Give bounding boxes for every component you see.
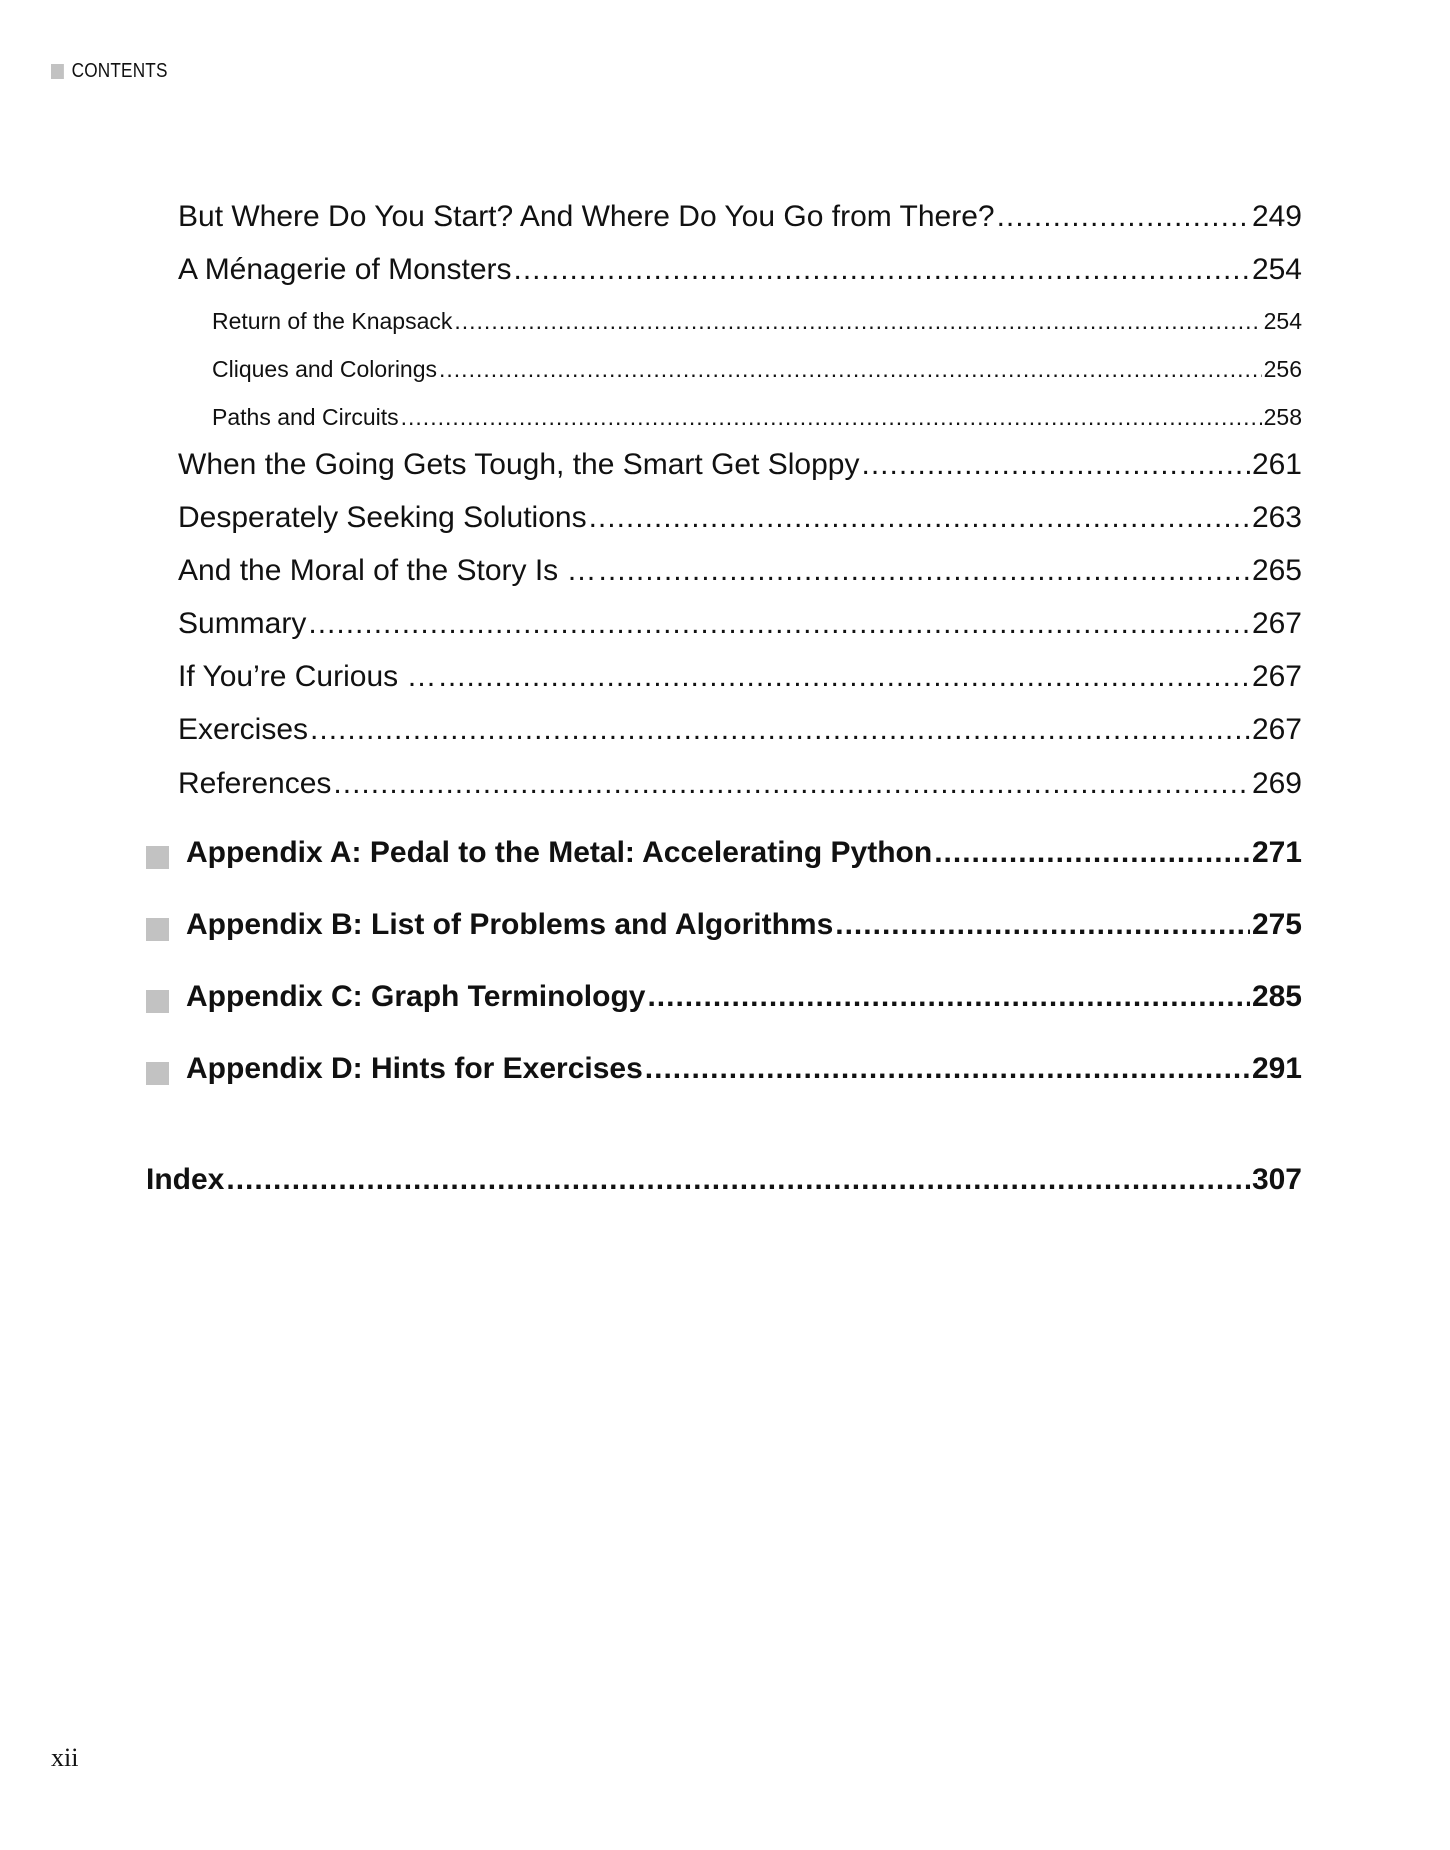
- dot-leader: [308, 607, 1250, 641]
- toc-entry[interactable]: [178, 607, 1302, 647]
- toc-entry-page: 267: [1251, 713, 1302, 746]
- toc-entry-page: 271: [1251, 836, 1302, 869]
- toc-entry-title: A Ménagerie of Monsters: [178, 253, 512, 286]
- toc-entry-page: 265: [1251, 554, 1302, 587]
- toc-entry-page: 263: [1251, 501, 1302, 534]
- toc-entry-title: Appendix D: Hints for Exercises: [186, 1052, 643, 1085]
- dot-leader: [862, 448, 1250, 482]
- dot-leader: [226, 1163, 1250, 1197]
- toc-appendix-entry[interactable]: [146, 836, 1302, 878]
- toc-entry-title: Appendix B: List of Problems and Algorithms: [186, 908, 834, 941]
- appendix-square-icon: [146, 1062, 169, 1085]
- toc-entry-page: 249: [1251, 200, 1302, 233]
- toc-entry-page: 307: [1251, 1163, 1302, 1196]
- dot-leader: [589, 501, 1250, 535]
- toc-entry-page: 291: [1251, 1052, 1302, 1085]
- toc-entry-page: 258: [1263, 404, 1302, 430]
- toc-subentry[interactable]: [212, 356, 1302, 388]
- toc-entry[interactable]: [178, 253, 1302, 293]
- dot-leader: [647, 980, 1249, 1014]
- toc-entry-page: 254: [1251, 253, 1302, 286]
- toc-entry-page: 269: [1251, 767, 1302, 800]
- toc-entry-title: And the Moral of the Story Is …: [178, 554, 597, 587]
- toc-entry[interactable]: [178, 448, 1302, 488]
- toc-entry-title: Return of the Knapsack: [212, 308, 453, 334]
- toc-entry-title: Desperately Seeking Solutions: [178, 501, 587, 534]
- toc-entry-page: 267: [1251, 607, 1302, 640]
- toc-entry-title: But Where Do You Start? And Where Do You Go from There?: [178, 200, 995, 233]
- dot-leader: [997, 200, 1250, 234]
- toc-entry[interactable]: [178, 660, 1302, 700]
- dot-leader: [439, 356, 1262, 383]
- toc-subentry[interactable]: [212, 404, 1302, 436]
- dot-leader: [934, 836, 1250, 870]
- dot-leader: [310, 713, 1250, 747]
- toc-entry[interactable]: [178, 200, 1302, 240]
- toc-entry[interactable]: [178, 713, 1302, 753]
- toc-entry-page: 254: [1263, 308, 1302, 334]
- toc-entry-title: References: [178, 767, 332, 800]
- toc-subentry[interactable]: [212, 308, 1302, 340]
- dot-leader: [514, 253, 1250, 287]
- toc-entry-page: 267: [1251, 660, 1302, 693]
- toc-entry-title: When the Going Gets Tough, the Smart Get Sloppy: [178, 448, 860, 481]
- toc-entry-title: Cliques and Colorings: [212, 356, 438, 382]
- dot-leader: [333, 767, 1250, 801]
- toc-entry-title: If You’re Curious …: [178, 660, 437, 693]
- appendix-square-icon: [146, 990, 169, 1013]
- toc-entry-page: 275: [1251, 908, 1302, 941]
- toc-entry-title: Paths and Circuits: [212, 404, 399, 430]
- page-number: xii: [51, 1743, 79, 1772]
- toc-appendix-entry[interactable]: [146, 1052, 1302, 1094]
- toc-appendix-entry[interactable]: [146, 980, 1302, 1022]
- toc-index-entry[interactable]: [146, 1163, 1302, 1205]
- appendix-square-icon: [146, 918, 169, 941]
- dot-leader: [645, 1052, 1250, 1086]
- dot-leader: [454, 308, 1261, 335]
- toc-entry-title: Appendix A: Pedal to the Metal: Accelerating Python: [186, 836, 933, 869]
- dot-leader: [401, 404, 1262, 431]
- toc-entry-page: 256: [1263, 356, 1302, 382]
- toc-entry[interactable]: [178, 767, 1302, 807]
- toc-entry-title: Exercises: [178, 713, 309, 746]
- toc-entry-title: Index: [146, 1163, 225, 1196]
- toc-entry[interactable]: [178, 501, 1302, 541]
- dot-leader: [599, 554, 1250, 588]
- dot-leader: [438, 660, 1249, 694]
- toc-entry-page: 285: [1251, 980, 1302, 1013]
- header-label: CONTENTS: [71, 60, 168, 82]
- dot-leader: [835, 908, 1250, 942]
- toc-entry-title: Summary: [178, 607, 307, 640]
- toc-entry-title: Appendix C: Graph Terminology: [186, 980, 646, 1013]
- toc-entry-page: 261: [1251, 448, 1302, 481]
- toc-entry[interactable]: [178, 554, 1302, 594]
- appendix-square-icon: [146, 846, 169, 869]
- toc-appendix-entry[interactable]: [146, 908, 1302, 950]
